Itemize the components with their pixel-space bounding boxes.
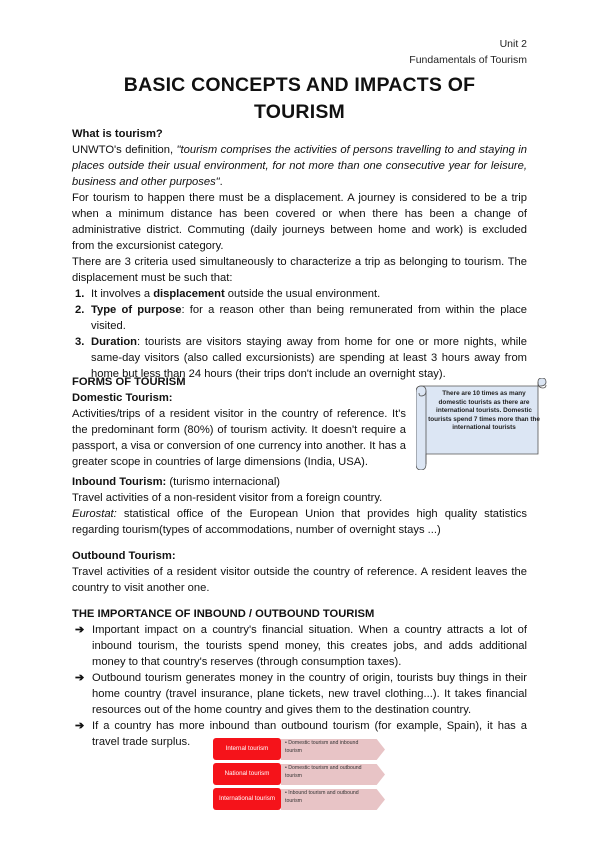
heading-inbound-tourism: Inbound Tourism: [72, 476, 167, 488]
arrow-bullet-icon: ➔ [75, 672, 85, 684]
section-what-is-tourism [72, 126, 527, 382]
title-line-2: TOURISM [254, 101, 345, 123]
criteria-item: 2. Type of purpose: for a reason other than being remunerated from within the place visited. [75, 304, 527, 332]
diagram-row [213, 788, 387, 811]
criteria-item: 3. Duration: tourists are visitors staying away from home for one or more nights, while same-day visitors (also called excursionists) are spending at least 3 hours away from home but less than 24 hours (their trips don't include an overnight stay). [75, 336, 527, 380]
arrow-bullet-icon: ➔ [75, 720, 85, 732]
importance-list [72, 622, 527, 750]
criteria-item: 1. It involves a displacement outside the usual environment. [75, 288, 381, 300]
callout-text: There are 10 times as many domestic tourists as there are international tourists. Domestic tourists spend 7 times more than the international tourists [428, 390, 540, 432]
heading-importance: THE IMPORTANCE OF INBOUND / OUTBOUND TOURISM [72, 608, 375, 620]
section-outbound-tourism [72, 548, 527, 596]
heading-domestic-tourism: Domestic Tourism: [72, 392, 173, 404]
inbound-tourism-text: Travel activities of a non-resident visitor from a foreign country. [72, 492, 383, 504]
page-title [72, 72, 527, 126]
course-label: Fundamentals of Tourism [409, 54, 527, 66]
diagram-label: International tourism [213, 788, 281, 810]
diagram-detail: • Domestic tourism and inbound tourism [285, 740, 359, 754]
paragraph-displacement: For tourism to happen there must be a displacement. A journey is considered to be a trip when a minimum distance has been covered or when there has been a change of administrative district. Commuting (daily journeys between home and work) is excluded from the excursionist category. [72, 192, 527, 252]
heading-what-is-tourism: What is tourism? [72, 128, 163, 140]
arrow-bullet-icon: ➔ [75, 624, 85, 636]
diagram-row [213, 763, 387, 786]
inbound-heading-line: Inbound Tourism: (turismo internacional) [72, 476, 281, 488]
heading-outbound-tourism: Outbound Tourism: [72, 550, 176, 562]
domestic-tourism-text: Activities/trips of a resident visitor in the country of reference. It's the predominant form (80%) of tourism activity. It doesn't require a passport, a visa or conversion of one currency into another. It has a greater scope in countries of large dimensions (India, USA). [72, 408, 406, 468]
importance-item: ➔ If a country has more inbound than outbound tourism (for example, Spain), it has a travel trade surplus. [75, 720, 527, 748]
section-importance [72, 606, 527, 750]
diagram-detail: • Inbound tourism and outbound tourism [285, 790, 359, 804]
outbound-tourism-text: Travel activities of a resident visitor outside the country of reference. A resident leaves the country to visit another one. [72, 566, 527, 594]
section-inbound-tourism [72, 474, 527, 538]
definition-quote: "tourism comprises the activities of persons travelling to and staying in places outside their usual environment, for not more than one consecutive year for leisure, business and other purposes" [72, 144, 528, 188]
importance-item: ➔ Outbound tourism generates money in the country of origin, tourists buy things in their home country (travel insurance, plane tickets, new travel clothing...). It takes financial resources out of the home country and gives them to the destination country. [75, 672, 527, 716]
heading-forms-of-tourism: FORMS OF TOURISM [72, 376, 186, 388]
diagram-label: National tourism [213, 763, 281, 785]
eurostat-text: Eurostat: statistical office of the European Union that provides high quality statistics regarding tourism(types of accommodations, number of overnight stays ...) [72, 508, 527, 536]
paragraph-criteria: There are 3 criteria used simultaneously to characterize a trip as belonging to tourism. The displacement must be such that: [72, 256, 527, 284]
tourism-types-diagram [213, 738, 387, 811]
diagram-row [213, 738, 387, 761]
criteria-list [72, 286, 527, 382]
callout-scroll [416, 378, 548, 470]
diagram-detail: • Domestic tourism and outbound tourism [285, 765, 362, 779]
unwto-definition: UNWTO's definition, "tourism comprises the activities of persons travelling to and staying in places outside their usual environment, for not more than one consecutive year for leisure, business and other purposes". [72, 144, 528, 188]
title-line-1: BASIC CONCEPTS AND IMPACTS OF [123, 74, 476, 96]
importance-item: ➔ Important impact on a country's financial situation. When a country attracts a lot of inbound tourism, the tourists spend money, this creates jobs, and adds additional money to that country's reserves (through consumption taxes). [75, 624, 527, 668]
unit-label: Unit 2 [499, 38, 527, 50]
page-header [409, 36, 527, 68]
diagram-label: Internal tourism [213, 738, 281, 760]
